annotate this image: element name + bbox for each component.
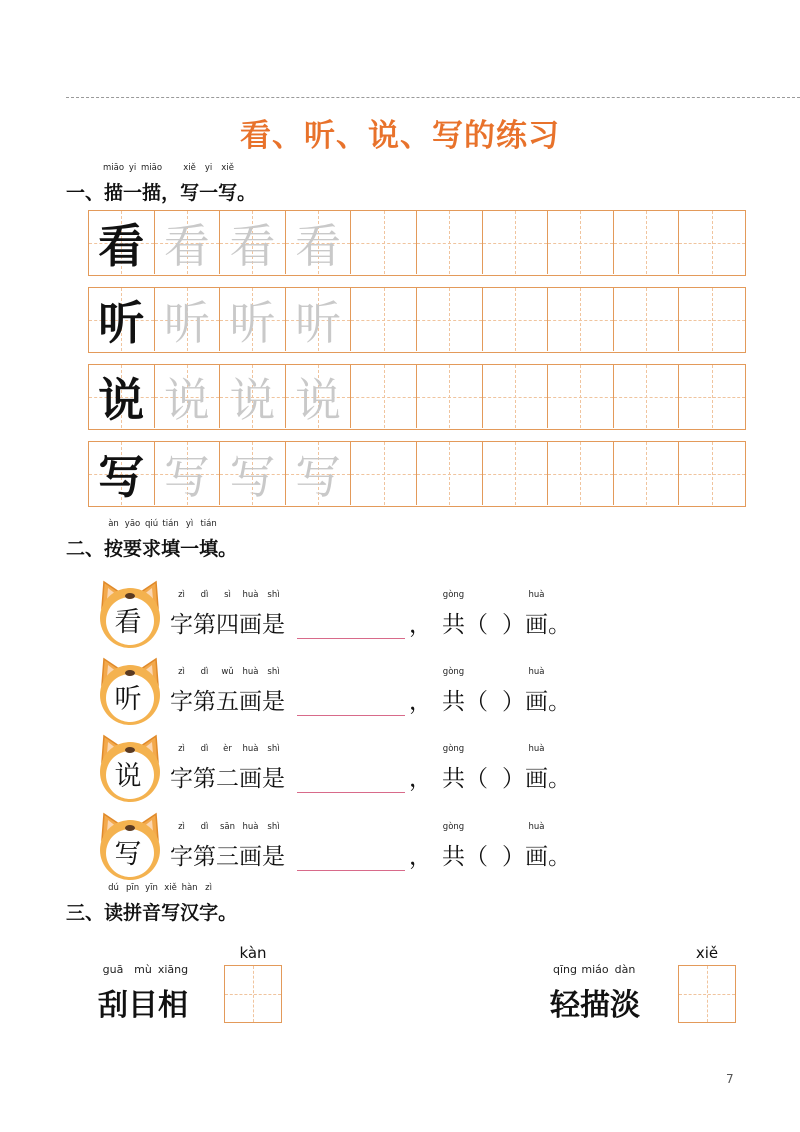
title-char: [66, 534, 104, 561]
title-char: [123, 883, 143, 925]
writing-cell[interactable]: [548, 442, 614, 505]
idiom-text: [98, 963, 189, 1024]
trace-char-cell: [286, 365, 352, 428]
pinyin-annotation: èr: [223, 744, 232, 754]
pinyin-annotation: hàn: [181, 883, 198, 893]
char-text: 按: [104, 538, 124, 560]
char-text: 填: [161, 538, 181, 560]
pinyin-annotation: huà: [528, 822, 545, 832]
pinyin-annotation: huà: [242, 744, 259, 754]
pinyin-annotation: huà: [242, 822, 259, 832]
char-text: 共: [442, 689, 465, 715]
char-text: 字: [170, 766, 193, 792]
paren-open: （: [465, 689, 488, 715]
hua-char: [525, 744, 548, 793]
writing-cell[interactable]: [548, 365, 614, 428]
period: 。: [548, 689, 571, 715]
char-text: 。: [218, 538, 238, 560]
writing-cell[interactable]: [417, 288, 483, 351]
char-text: 画: [525, 766, 548, 792]
cat-badge-icon: [96, 655, 164, 727]
pinyin-annotation: àn: [108, 519, 119, 529]
paren-open: （: [465, 612, 488, 638]
period: 。: [548, 766, 571, 792]
question-text: [170, 590, 571, 639]
idiom-text: [550, 963, 640, 1024]
trace-char-cell: [220, 211, 286, 274]
trace-char: 听: [229, 295, 276, 350]
page-number: 7: [726, 1072, 734, 1086]
question-char: [170, 590, 193, 639]
char-text: 画: [239, 612, 262, 638]
idiom-char: [157, 963, 189, 1024]
pinyin-annotation: xiě: [221, 163, 234, 173]
writing-cell[interactable]: [483, 442, 549, 505]
question-char: [170, 667, 193, 716]
cat-badge-icon: [96, 732, 164, 804]
answer-blank[interactable]: [297, 848, 405, 871]
writing-cell[interactable]: [483, 365, 549, 428]
trace-char: 看: [229, 218, 276, 273]
writing-cell[interactable]: [417, 211, 483, 274]
char-text: 轻: [550, 988, 580, 1023]
question-char: [216, 744, 239, 793]
pinyin-annotation: dú: [108, 883, 119, 893]
title-char: [218, 534, 237, 561]
char-text: 字: [199, 902, 219, 924]
trace-char: 写: [229, 449, 276, 504]
char-text: 画: [239, 844, 262, 870]
char-text: 汉: [180, 902, 200, 924]
tracing-row: [88, 287, 746, 353]
pinyin-annotation: shì: [267, 744, 280, 754]
char-text: 写: [218, 182, 238, 204]
char-text: 一: [123, 182, 143, 204]
pinyin-annotation: yi: [128, 163, 137, 173]
fill-in-row: [96, 732, 656, 802]
title-char: [161, 883, 181, 925]
cat-badge-icon: [96, 578, 164, 650]
char-text: 写: [180, 182, 200, 204]
question-char: [170, 822, 193, 871]
trace-char-cell: [220, 288, 286, 351]
paren-open: （: [465, 844, 488, 870]
model-char-cell: [89, 288, 155, 351]
char-text: 第: [193, 689, 216, 715]
trace-char-cell: [286, 442, 352, 505]
char-text: 三、: [66, 902, 105, 924]
char-text: 字: [170, 612, 193, 638]
trace-char-cell: [155, 442, 221, 505]
answer-blank[interactable]: [297, 770, 405, 793]
trace-char-cell: [155, 211, 221, 274]
question-char: [216, 667, 239, 716]
pinyin-annotation: gòng: [442, 590, 465, 600]
pinyin-annotation: yì: [185, 519, 194, 529]
trace-char: 写: [163, 449, 210, 504]
char-text: 写: [161, 902, 181, 924]
char-text: 求: [142, 538, 162, 560]
question-text: [170, 822, 571, 871]
char-text: 共: [442, 766, 465, 792]
comma: ，: [409, 612, 432, 638]
char-text: 要: [123, 538, 143, 560]
char-text: 是: [262, 612, 285, 638]
period: 。: [548, 612, 571, 638]
title-char: [199, 163, 219, 205]
char-text: ，: [161, 182, 181, 204]
pinyin-annotation: guā: [102, 963, 124, 976]
writing-cell[interactable]: [679, 211, 745, 274]
pinyin-annotation: xiě: [183, 163, 196, 173]
char-text: 画: [525, 689, 548, 715]
pinyin-annotation: dì: [200, 667, 209, 677]
trace-char-cell: [220, 365, 286, 428]
write-char-box[interactable]: [224, 965, 282, 1023]
writing-cell[interactable]: [351, 365, 417, 428]
trace-char-cell: [286, 211, 352, 274]
model-char-cell: [89, 365, 155, 428]
pinyin-annotation: dì: [200, 590, 209, 600]
char-text: 读: [104, 902, 124, 924]
badge-char: 写: [114, 839, 142, 870]
pinyin-annotation: zì: [178, 590, 185, 600]
pinyin-annotation: shì: [267, 590, 280, 600]
question-char: [239, 822, 262, 871]
pinyin-annotation: miāo: [141, 163, 163, 173]
title-char: [199, 883, 219, 925]
trace-char: 看: [295, 218, 342, 273]
model-char: 听: [98, 295, 145, 350]
idiom-char: [610, 963, 640, 1024]
fill-in-row: [96, 578, 656, 648]
trace-char: 看: [163, 218, 210, 273]
char-text: 填: [199, 538, 219, 560]
pinyin-annotation: wǔ: [221, 667, 234, 677]
title-char: [180, 519, 200, 561]
pinyin-annotation: huà: [242, 590, 259, 600]
model-char-cell: [89, 442, 155, 505]
writing-cell[interactable]: [614, 365, 680, 428]
char-text: 一: [199, 182, 219, 204]
question-text: [170, 744, 571, 793]
comma: ，: [409, 844, 432, 870]
period: 。: [548, 844, 571, 870]
pinyin-annotation: dì: [200, 822, 209, 832]
title-char: [104, 883, 124, 925]
gong-char: [442, 590, 465, 639]
hua-char: [525, 590, 548, 639]
char-text: 二、: [66, 538, 105, 560]
pinyin-annotation: pīn: [125, 883, 140, 893]
char-text: 描: [142, 182, 162, 204]
title-char: [142, 519, 162, 561]
char-text: 五: [216, 689, 239, 715]
char-text: 画: [525, 844, 548, 870]
pinyin-annotation: miāo: [102, 163, 125, 173]
char-text: 三: [216, 844, 239, 870]
pinyin-annotation: zì: [178, 744, 185, 754]
question-char: [193, 822, 216, 871]
idiom-char: [550, 963, 580, 1024]
title-char: [104, 519, 124, 561]
writing-cell[interactable]: [679, 365, 745, 428]
question-char: [216, 590, 239, 639]
pinyin-annotation: zì: [178, 667, 185, 677]
gong-char: [442, 667, 465, 716]
char-text: 画: [239, 766, 262, 792]
writing-cell[interactable]: [483, 288, 549, 351]
trace-char-cell: [155, 365, 221, 428]
char-text: 共: [442, 612, 465, 638]
trace-char-cell: [286, 288, 352, 351]
title-char: [102, 163, 125, 205]
title-char: [66, 178, 104, 205]
pinyin-annotation: miáo: [581, 963, 609, 976]
question-char: [193, 667, 216, 716]
fill-in-row: [96, 655, 656, 725]
pinyin-annotation: zì: [205, 883, 213, 893]
pinyin-annotation: gòng: [442, 744, 465, 754]
pinyin-annotation: shì: [267, 822, 280, 832]
pinyin-annotation: sì: [224, 590, 231, 600]
box-pinyin: kàn: [239, 944, 267, 962]
answer-blank[interactable]: [297, 693, 405, 716]
pinyin-annotation: qīng: [553, 963, 577, 976]
question-char: [239, 590, 262, 639]
trace-char-cell: [220, 442, 286, 505]
char-text: 第: [193, 844, 216, 870]
trace-char: 说: [295, 372, 342, 427]
writing-cell[interactable]: [679, 288, 745, 351]
char-text: 淡: [610, 988, 640, 1023]
paren-close: ）: [502, 844, 525, 870]
char-text: 字: [170, 844, 193, 870]
trace-char: 听: [295, 295, 342, 350]
char-text: 共: [442, 844, 465, 870]
char-text: 画: [239, 689, 262, 715]
comma: ，: [409, 689, 432, 715]
writing-cell[interactable]: [417, 365, 483, 428]
idiom-char: [98, 963, 128, 1024]
question-char: [193, 744, 216, 793]
box-pinyin: xiě: [695, 944, 719, 962]
dashed-separator: [66, 97, 800, 98]
model-char: 写: [98, 449, 145, 504]
idiom-char: [580, 963, 610, 1024]
title-char: [66, 898, 104, 925]
char-text: 是: [262, 766, 285, 792]
pinyin-annotation: dì: [200, 744, 209, 754]
char-text: 。: [218, 902, 238, 924]
paren-open: （: [465, 766, 488, 792]
pinyin-annotation: huà: [528, 667, 545, 677]
char-text: 四: [216, 612, 239, 638]
pinyin-annotation: dàn: [614, 963, 636, 976]
question-char: [262, 822, 285, 871]
char-text: 描: [104, 182, 124, 204]
char-text: 目: [128, 988, 158, 1023]
title-char: [180, 883, 200, 925]
tracing-row: [88, 364, 746, 430]
paren-close: ）: [502, 766, 525, 792]
idiom-char: [128, 963, 158, 1024]
char-text: 刮: [98, 988, 128, 1023]
pinyin-annotation: huà: [528, 590, 545, 600]
char-text: 描: [580, 988, 610, 1023]
badge-char: 说: [114, 761, 142, 792]
title-char: [141, 163, 163, 205]
writing-cell[interactable]: [351, 288, 417, 351]
badge-char: 听: [114, 684, 142, 715]
pinyin-annotation: mù: [134, 963, 152, 976]
section-1-title: [66, 163, 257, 205]
question-char: [170, 744, 193, 793]
hua-char: [525, 822, 548, 871]
writing-cell[interactable]: [417, 442, 483, 505]
pinyin-annotation: zì: [178, 822, 185, 832]
char-text: 音: [142, 902, 162, 924]
section-2-title: [66, 519, 238, 561]
char-text: 二: [216, 766, 239, 792]
paren-close: ）: [502, 689, 525, 715]
title-char: [161, 519, 181, 561]
char-text: 画: [525, 612, 548, 638]
question-char: [193, 590, 216, 639]
writing-cell[interactable]: [614, 211, 680, 274]
pinyin-annotation: tián: [162, 519, 179, 529]
char-text: 是: [262, 689, 285, 715]
pinyin-annotation: tián: [200, 519, 217, 529]
question-char: [216, 822, 239, 871]
pinyin-annotation: huà: [242, 667, 259, 677]
question-char: [239, 667, 262, 716]
question-char: [262, 590, 285, 639]
trace-char: 说: [163, 372, 210, 427]
title-char: [218, 163, 238, 205]
model-char: 看: [98, 218, 145, 273]
model-char: 说: [98, 372, 145, 427]
tracing-row: [88, 210, 746, 276]
pinyin-annotation: gòng: [442, 667, 465, 677]
title-char: [161, 178, 180, 205]
writing-cell[interactable]: [614, 288, 680, 351]
question-text: [170, 667, 571, 716]
gong-char: [442, 822, 465, 871]
comma: ，: [409, 766, 432, 792]
title-char: [123, 519, 143, 561]
char-text: 是: [262, 844, 285, 870]
pinyin-annotation: xiě: [164, 883, 177, 893]
write-char-box[interactable]: [678, 965, 736, 1023]
tracing-row: [88, 441, 746, 507]
writing-cell[interactable]: [351, 442, 417, 505]
title-char: [180, 163, 200, 205]
writing-cell[interactable]: [679, 442, 745, 505]
pinyin-annotation: yīn: [145, 883, 158, 893]
writing-cell[interactable]: [614, 442, 680, 505]
tracing-grid: [88, 210, 746, 518]
question-char: [239, 744, 262, 793]
title-char: [123, 163, 143, 205]
paren-close: ）: [502, 612, 525, 638]
section-3-title: [66, 883, 238, 925]
question-char: [262, 667, 285, 716]
trace-char: 说: [229, 372, 276, 427]
char-text: 第: [193, 766, 216, 792]
question-char: [262, 744, 285, 793]
pinyin-annotation: yāo: [124, 519, 141, 529]
writing-cell[interactable]: [483, 211, 549, 274]
char-text: 。: [237, 182, 257, 204]
writing-cell[interactable]: [548, 288, 614, 351]
char-text: 字: [170, 689, 193, 715]
model-char-cell: [89, 211, 155, 274]
pinyin-annotation: sān: [219, 822, 236, 832]
badge-char: 看: [114, 607, 142, 638]
char-text: 相: [158, 988, 188, 1023]
pinyin-annotation: qiú: [144, 519, 159, 529]
pinyin-annotation: shì: [267, 667, 280, 677]
char-text: 一: [180, 538, 200, 560]
title-char: [199, 519, 219, 561]
hua-char: [525, 667, 548, 716]
pinyin-annotation: xiāng: [157, 963, 189, 976]
writing-cell[interactable]: [351, 211, 417, 274]
title-char: [142, 883, 162, 925]
answer-blank[interactable]: [297, 616, 405, 639]
title-char: [237, 178, 256, 205]
char-text: 一、: [66, 182, 105, 204]
pinyin-annotation: gòng: [442, 822, 465, 832]
pinyin-annotation: yi: [204, 163, 213, 173]
trace-char: 写: [295, 449, 342, 504]
fill-in-row: [96, 810, 656, 880]
page-title: 看、听、说、写的练习: [240, 118, 560, 154]
title-char: [218, 898, 237, 925]
trace-char-cell: [155, 288, 221, 351]
trace-char: 听: [163, 295, 210, 350]
char-text: 第: [193, 612, 216, 638]
gong-char: [442, 744, 465, 793]
pinyin-annotation: huà: [528, 744, 545, 754]
char-text: 拼: [123, 902, 143, 924]
cat-badge-icon: [96, 810, 164, 882]
writing-cell[interactable]: [548, 211, 614, 274]
